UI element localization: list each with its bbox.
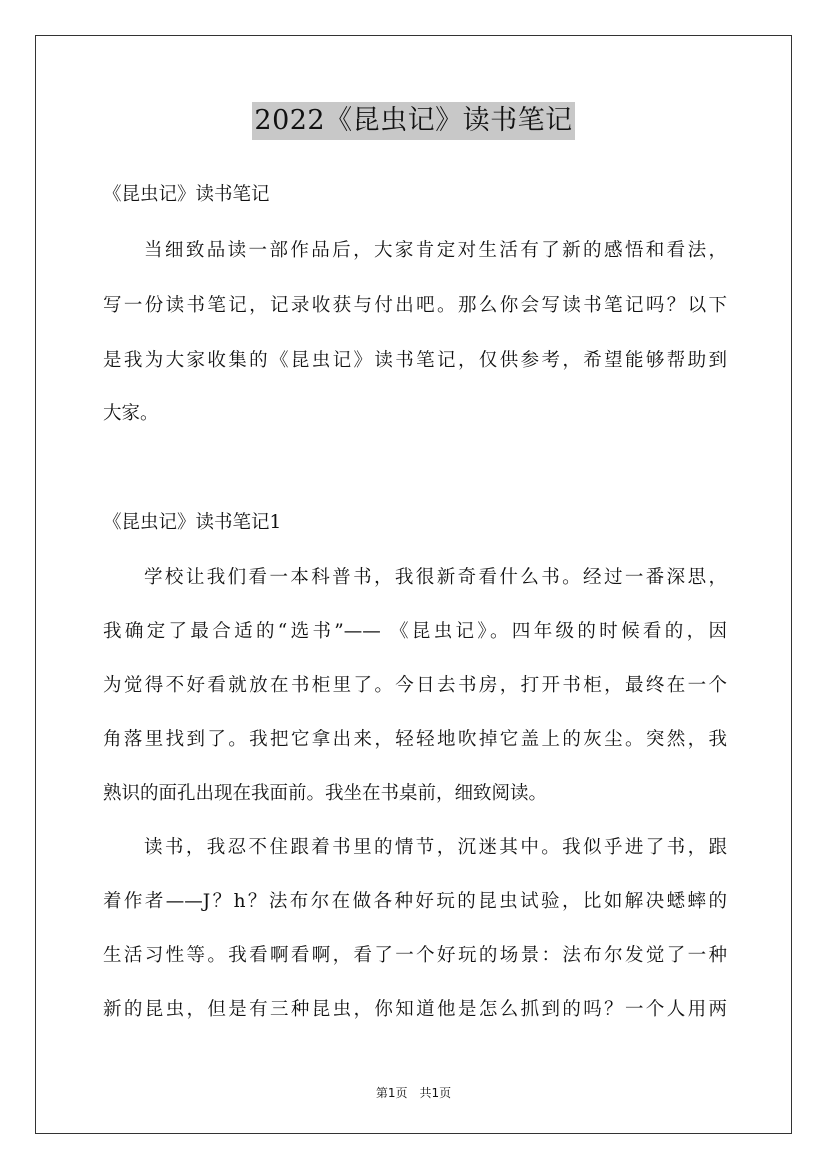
intro-line: 当细致品读一部作品后，大家肯定对生活有了新的感悟和看法， [144,240,727,261]
section-heading: 《昆虫记》读书笔记 [103,184,270,205]
intro-line: 是我为大家收集的《昆虫记》读书笔记，仅供参考，希望能够帮助到 [103,350,727,371]
paragraph-line: 着作者——J？h？法布尔在做各种好玩的昆虫试验，比如解决蟋蟀的 [103,891,727,912]
title-container [0,102,827,140]
paragraph-line: 学校让我们看一本科普书，我很新奇看什么书。经过一番深思， [144,567,727,588]
paragraph-line: 为觉得不好看就放在书柜里了。今日去书房，打开书柜，最终在一个 [103,675,727,696]
intro-line: 大家。 [103,403,159,424]
intro-line: 写一份读书笔记，记录收获与付出吧。那么你会写读书笔记吗？以下 [103,295,727,316]
page-number-footer: 第1页 共1页 [375,1086,452,1100]
section-heading: 《昆虫记》读书笔记1 [103,512,282,533]
paragraph-line: 生活习性等。我看啊看啊，看了一个好玩的场景：法布尔发觉了一种 [103,945,727,966]
paragraph-line: 角落里找到了。我把它拿出来，轻轻地吹掉它盖上的灰尘。突然，我 [103,729,727,750]
paragraph-line: 读书，我忍不住跟着书里的情节，沉迷其中。我似乎进了书，跟 [144,837,727,858]
paragraph-line: 熟识的面孔出现在我面前。我坐在书桌前，细致阅读。 [103,783,548,804]
paragraph-line: 我确定了最合适的“选书”—— 《昆虫记》。四年级的时候看的，因 [103,621,727,642]
paragraph-line: 新的昆虫，但是有三种昆虫，你知道他是怎么抓到的吗？一个人用两 [103,999,727,1020]
document-title: 2022《昆虫记》读书笔记 [252,102,574,140]
